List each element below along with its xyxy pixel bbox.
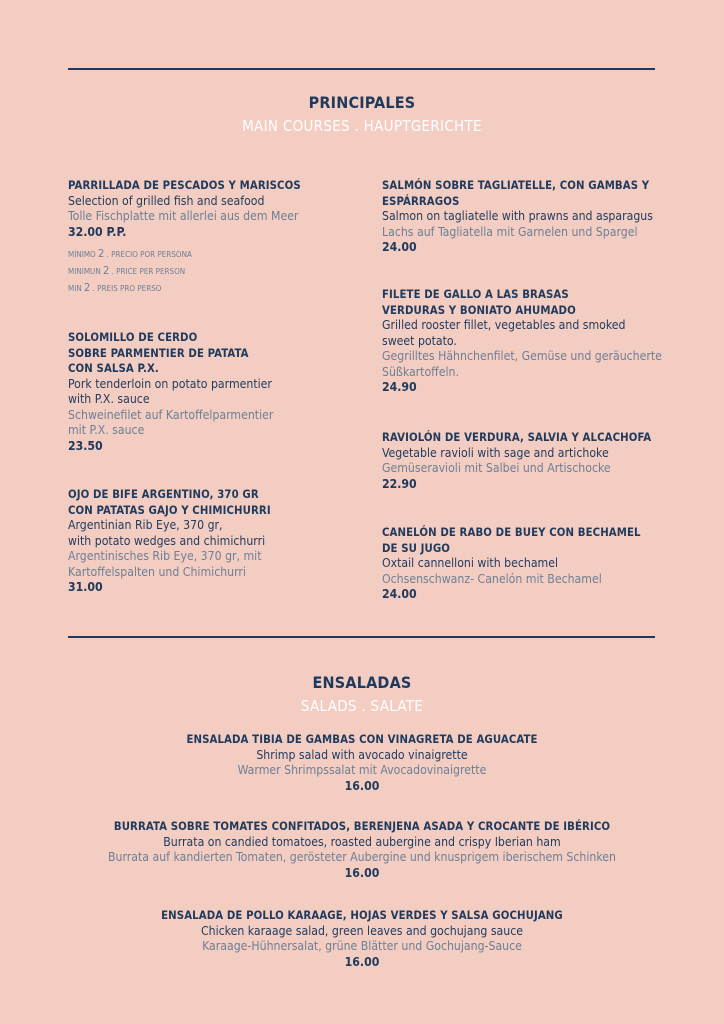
item-german: Schweinefilet auf Kartoffelparmentier xyxy=(68,407,274,422)
item-english: Pork tenderloin on potato parmentier xyxy=(68,376,272,391)
item-name: BURRATA SOBRE TOMATES CONFITADOS, BERENJENA ASADA Y CROCANTE DE IBÉRICO xyxy=(113,820,611,833)
menu-item-filete-de-gallo xyxy=(382,287,682,396)
principales-subtitle: MAIN COURSES . HAUPTGERICHTE xyxy=(242,117,482,135)
item-price: 16.00 xyxy=(344,778,380,793)
item-price: 24.00 xyxy=(382,240,417,254)
item-english: Grilled rooster fillet, vegetables and smoked xyxy=(382,318,626,332)
salad-item-burrata xyxy=(0,819,724,881)
item-german: Burrata auf kandierten Tomaten, gerösteter Aubergine und knusprigem iberischem Schinken xyxy=(108,850,616,864)
item-name: DE SU JUGO xyxy=(382,541,451,555)
item-german: mit P.X. sauce xyxy=(68,423,145,437)
item-german: Kartoffelspalten und Chimichurri xyxy=(68,564,246,579)
menu-item-parrillada xyxy=(68,178,368,297)
item-name: ENSALADA TIBIA DE GAMBAS CON VINAGRETA DE AGUACATE xyxy=(186,733,538,746)
menu-item-raviolon xyxy=(382,430,682,492)
minimum-note-de: MIN 2 . PREIS PRO PERSO xyxy=(68,281,162,294)
item-english: with P.X. sauce xyxy=(68,392,150,406)
item-german: Karaage-Hühnersalat, grüne Blätter und Gochujang-Sauce xyxy=(202,939,522,953)
item-german: Warmer Shrimpssalat mit Avocadovinaigrette xyxy=(237,763,487,777)
item-german: Tolle Fischplatte mit allerlei aus dem Meer xyxy=(68,209,299,223)
item-german: Lachs auf Tagliatella mit Garnelen und Spargel xyxy=(382,224,638,239)
item-price: 31.00 xyxy=(68,580,103,594)
middle-divider xyxy=(68,636,655,638)
item-price: 24.90 xyxy=(382,380,417,394)
item-name: SOBRE PARMENTIER DE PATATA xyxy=(68,346,249,360)
item-price: 32.00 P.P. xyxy=(68,224,127,239)
item-price: 16.00 xyxy=(344,954,380,969)
item-german: Gegrilltes Hähnchenfilet, Gemüse und geräucherte xyxy=(382,349,662,363)
item-name: CON SALSA P.X. xyxy=(68,362,159,375)
minimum-note-en: MINIMUN 2 . PRICE PER PERSON xyxy=(68,264,186,277)
item-price: 23.50 xyxy=(68,438,103,453)
item-english: Salmon on tagliatelle with prawns and asparagus xyxy=(382,209,653,223)
menu-item-ojo-de-bife xyxy=(68,487,368,596)
item-german: Ochsenschwanz- Canelón mit Bechamel xyxy=(382,571,602,586)
item-english: Selection of grilled fish and seafood xyxy=(68,193,265,208)
menu-item-solomillo xyxy=(68,330,368,454)
item-name: FILETE DE GALLO A LAS BRASAS xyxy=(382,288,569,301)
item-name: SALMÓN SOBRE TAGLIATELLE, CON GAMBAS Y xyxy=(382,179,650,192)
item-german: Süßkartoffeln. xyxy=(382,364,459,379)
item-english: with potato wedges and chimichurri xyxy=(68,533,266,548)
salad-item-pollo-karaage xyxy=(0,908,724,970)
item-name: VERDURAS Y BONIATO AHUMADO xyxy=(382,303,576,317)
item-name: ESPÁRRAGOS xyxy=(382,194,460,208)
item-name: CANELÓN DE RABO DE BUEY CON BECHAMEL xyxy=(382,526,641,539)
salad-item-gambas xyxy=(0,732,724,794)
ensaladas-title: ENSALADAS xyxy=(312,673,412,692)
item-name: RAVIOLÓN DE VERDURA, SALVIA Y ALCACHOFA xyxy=(382,431,652,444)
item-name: ENSALADA DE POLLO KARAAGE, HOJAS VERDES Y SALSA GOCHUJANG xyxy=(161,909,563,922)
item-english: sweet potato. xyxy=(382,333,457,348)
item-price: 24.00 xyxy=(382,587,417,601)
item-name: CON PATATAS GAJO Y CHIMICHURRI xyxy=(68,503,271,517)
item-name: OJO DE BIFE ARGENTINO, 370 GR xyxy=(68,488,259,501)
item-english: Burrata on candied tomatoes, roasted aubergine and crispy Iberian ham xyxy=(163,834,561,849)
item-price: 16.00 xyxy=(344,865,380,880)
item-english: Oxtail cannelloni with bechamel xyxy=(382,556,559,570)
item-name: PARRILLADA DE PESCADOS Y MARISCOS xyxy=(68,179,301,192)
item-german: Argentinisches Rib Eye, 370 gr, mit xyxy=(68,549,262,563)
principales-title: PRINCIPALES xyxy=(308,93,416,112)
item-name: SOLOMILLO DE CERDO xyxy=(68,331,198,344)
item-english: Argentinian Rib Eye, 370 gr, xyxy=(68,518,223,532)
item-english: Vegetable ravioli with sage and artichoke xyxy=(382,445,609,460)
ensaladas-subtitle: SALADS . SALATE xyxy=(300,697,424,715)
item-english: Shrimp salad with avocado vinaigrette xyxy=(256,747,468,762)
menu-item-canelon xyxy=(382,525,682,603)
minimum-note-es: MÍNIMO 2 . PRECIO POR PERSONA xyxy=(68,247,192,260)
item-english: Chicken karaage salad, green leaves and gochujang sauce xyxy=(201,923,523,938)
item-price: 22.90 xyxy=(382,476,417,491)
top-divider xyxy=(68,68,655,70)
menu-item-salmon xyxy=(382,178,682,256)
item-german: Gemüseravioli mit Salbei und Artischocke xyxy=(382,461,611,475)
